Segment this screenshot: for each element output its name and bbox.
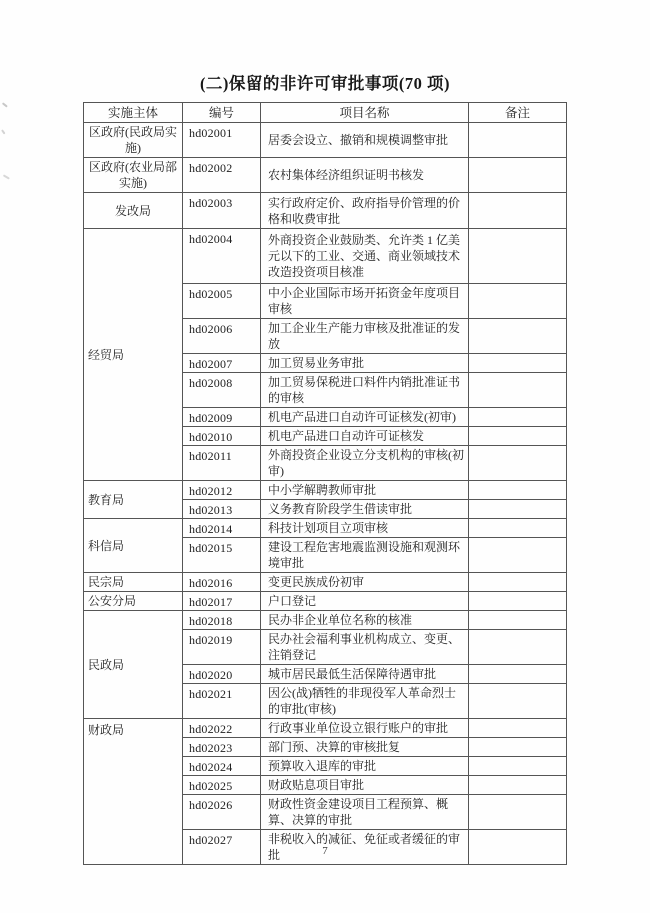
name-cell: 财政贴息项目审批 (261, 776, 469, 795)
name-cell: 建设工程危害地震监测设施和观测环境审批 (261, 538, 469, 573)
code-cell: hd02004 (183, 229, 261, 284)
code-cell: hd02005 (183, 284, 261, 319)
table-row (84, 158, 567, 193)
name-cell: 预算收入退库的审批 (261, 757, 469, 776)
name-cell: 民办社会福利事业机构成立、变更、注销登记 (261, 630, 469, 665)
remark-cell (469, 354, 567, 373)
remark-cell (469, 229, 567, 284)
code-cell: hd02027 (183, 830, 261, 865)
code-cell: hd02010 (183, 427, 261, 446)
name-cell: 行政事业单位设立银行账户的审批 (261, 719, 469, 738)
name-cell: 中小学解聘教师审批 (261, 481, 469, 500)
code-cell: hd02008 (183, 373, 261, 408)
remark-cell (469, 319, 567, 354)
code-cell: hd02018 (183, 611, 261, 630)
page-title: (二)保留的非许可审批事项(70 项) (199, 74, 451, 93)
name-cell: 加工企业生产能力审核及批准证的发放 (261, 319, 469, 354)
code-cell: hd02019 (183, 630, 261, 665)
remark-cell (469, 193, 567, 229)
agency-cell: 区政府(农业局部实施) (84, 158, 183, 193)
code-cell: hd02003 (183, 193, 261, 229)
code-cell: hd02020 (183, 665, 261, 684)
code-cell: hd02016 (183, 573, 261, 592)
remark-cell (469, 630, 567, 665)
remark-cell (469, 611, 567, 630)
agency-cell: 区政府(民政局实施) (84, 123, 183, 158)
table-row (84, 123, 567, 158)
name-cell: 中小企业国际市场开拓资金年度项目审核 (261, 284, 469, 319)
remark-cell (469, 665, 567, 684)
code-cell: hd02009 (183, 408, 261, 427)
code-cell: hd02001 (183, 123, 261, 158)
name-cell: 非税收入的减征、免征或者缓征的审批 (261, 830, 469, 865)
remark-cell (469, 373, 567, 408)
name-cell: 机电产品进口自动许可证核发(初审) (261, 408, 469, 427)
code-cell: hd02023 (183, 738, 261, 757)
code-cell: hd02026 (183, 795, 261, 830)
code-cell: hd02014 (183, 519, 261, 538)
header-remark: 备注 (469, 103, 567, 123)
name-cell: 户口登记 (261, 592, 469, 611)
remark-cell (469, 538, 567, 573)
agency-cell: 财政局 (84, 719, 183, 865)
table-row (84, 611, 567, 630)
name-cell: 加工贸易保税进口料件内销批准证书的审核 (261, 373, 469, 408)
name-cell: 部门预、决算的审核批复 (261, 738, 469, 757)
name-cell: 城市居民最低生活保障待遇审批 (261, 665, 469, 684)
code-cell: hd02022 (183, 719, 261, 738)
code-cell: hd02012 (183, 481, 261, 500)
agency-cell: 民政局 (84, 611, 183, 719)
name-cell: 外商投资企业设立分支机构的审核(初审) (261, 446, 469, 481)
scan-artifact (2, 102, 8, 107)
code-cell: hd02025 (183, 776, 261, 795)
agency-cell: 公安分局 (84, 592, 183, 611)
remark-cell (469, 776, 567, 795)
remark-cell (469, 573, 567, 592)
name-cell: 加工贸易业务审批 (261, 354, 469, 373)
remark-cell (469, 481, 567, 500)
table-row (84, 592, 567, 611)
name-cell: 财政性资金建设项目工程预算、概算、决算的审批 (261, 795, 469, 830)
remark-cell (469, 427, 567, 446)
code-cell: hd02002 (183, 158, 261, 193)
remark-cell (469, 592, 567, 611)
name-cell: 外商投资企业鼓励类、允许类 1 亿美元以下的工业、交通、商业领域技术改造投资项目核准 (261, 229, 469, 284)
scan-artifact (3, 174, 10, 179)
agency-cell: 发改局 (84, 193, 183, 229)
header-agency: 实施主体 (84, 103, 183, 123)
remark-cell (469, 719, 567, 738)
name-cell: 居委会设立、撤销和规模调整审批 (261, 123, 469, 158)
code-cell: hd02007 (183, 354, 261, 373)
code-cell: hd02006 (183, 319, 261, 354)
scan-artifact (1, 129, 5, 134)
remark-cell (469, 738, 567, 757)
remark-cell (469, 795, 567, 830)
table-row (84, 519, 567, 538)
name-cell: 义务教育阶段学生借读审批 (261, 500, 469, 519)
remark-cell (469, 757, 567, 776)
code-cell: hd02011 (183, 446, 261, 481)
remark-cell (469, 158, 567, 193)
agency-cell: 科信局 (84, 519, 183, 573)
name-cell: 民办非企业单位名称的核准 (261, 611, 469, 630)
agency-cell: 教育局 (84, 481, 183, 519)
table-header-row (84, 103, 567, 123)
name-cell: 变更民族成份初审 (261, 573, 469, 592)
name-cell: 机电产品进口自动许可证核发 (261, 427, 469, 446)
code-cell: hd02017 (183, 592, 261, 611)
remark-cell (469, 284, 567, 319)
name-cell: 科技计划项目立项审核 (261, 519, 469, 538)
table-row (84, 193, 567, 229)
table-row (84, 719, 567, 738)
name-cell: 农村集体经济组织证明书核发 (261, 158, 469, 193)
remark-cell (469, 519, 567, 538)
remark-cell (469, 446, 567, 481)
agency-cell: 民宗局 (84, 573, 183, 592)
code-cell: hd02021 (183, 684, 261, 719)
page-number: 7 (322, 845, 328, 857)
table-row (84, 229, 567, 284)
remark-cell (469, 123, 567, 158)
header-code: 编号 (183, 103, 261, 123)
remark-cell (469, 500, 567, 519)
header-name: 项目名称 (261, 103, 469, 123)
agency-cell: 经贸局 (84, 229, 183, 481)
remark-cell (469, 684, 567, 719)
approval-items-table (83, 102, 567, 865)
remark-cell (469, 408, 567, 427)
table-row (84, 573, 567, 592)
code-cell: hd02015 (183, 538, 261, 573)
code-cell: hd02024 (183, 757, 261, 776)
code-cell: hd02013 (183, 500, 261, 519)
name-cell: 实行政府定价、政府指导价管理的价格和收费审批 (261, 193, 469, 229)
table-row (84, 481, 567, 500)
name-cell: 因公(战)牺牲的非现役军人革命烈士的审批(审核) (261, 684, 469, 719)
